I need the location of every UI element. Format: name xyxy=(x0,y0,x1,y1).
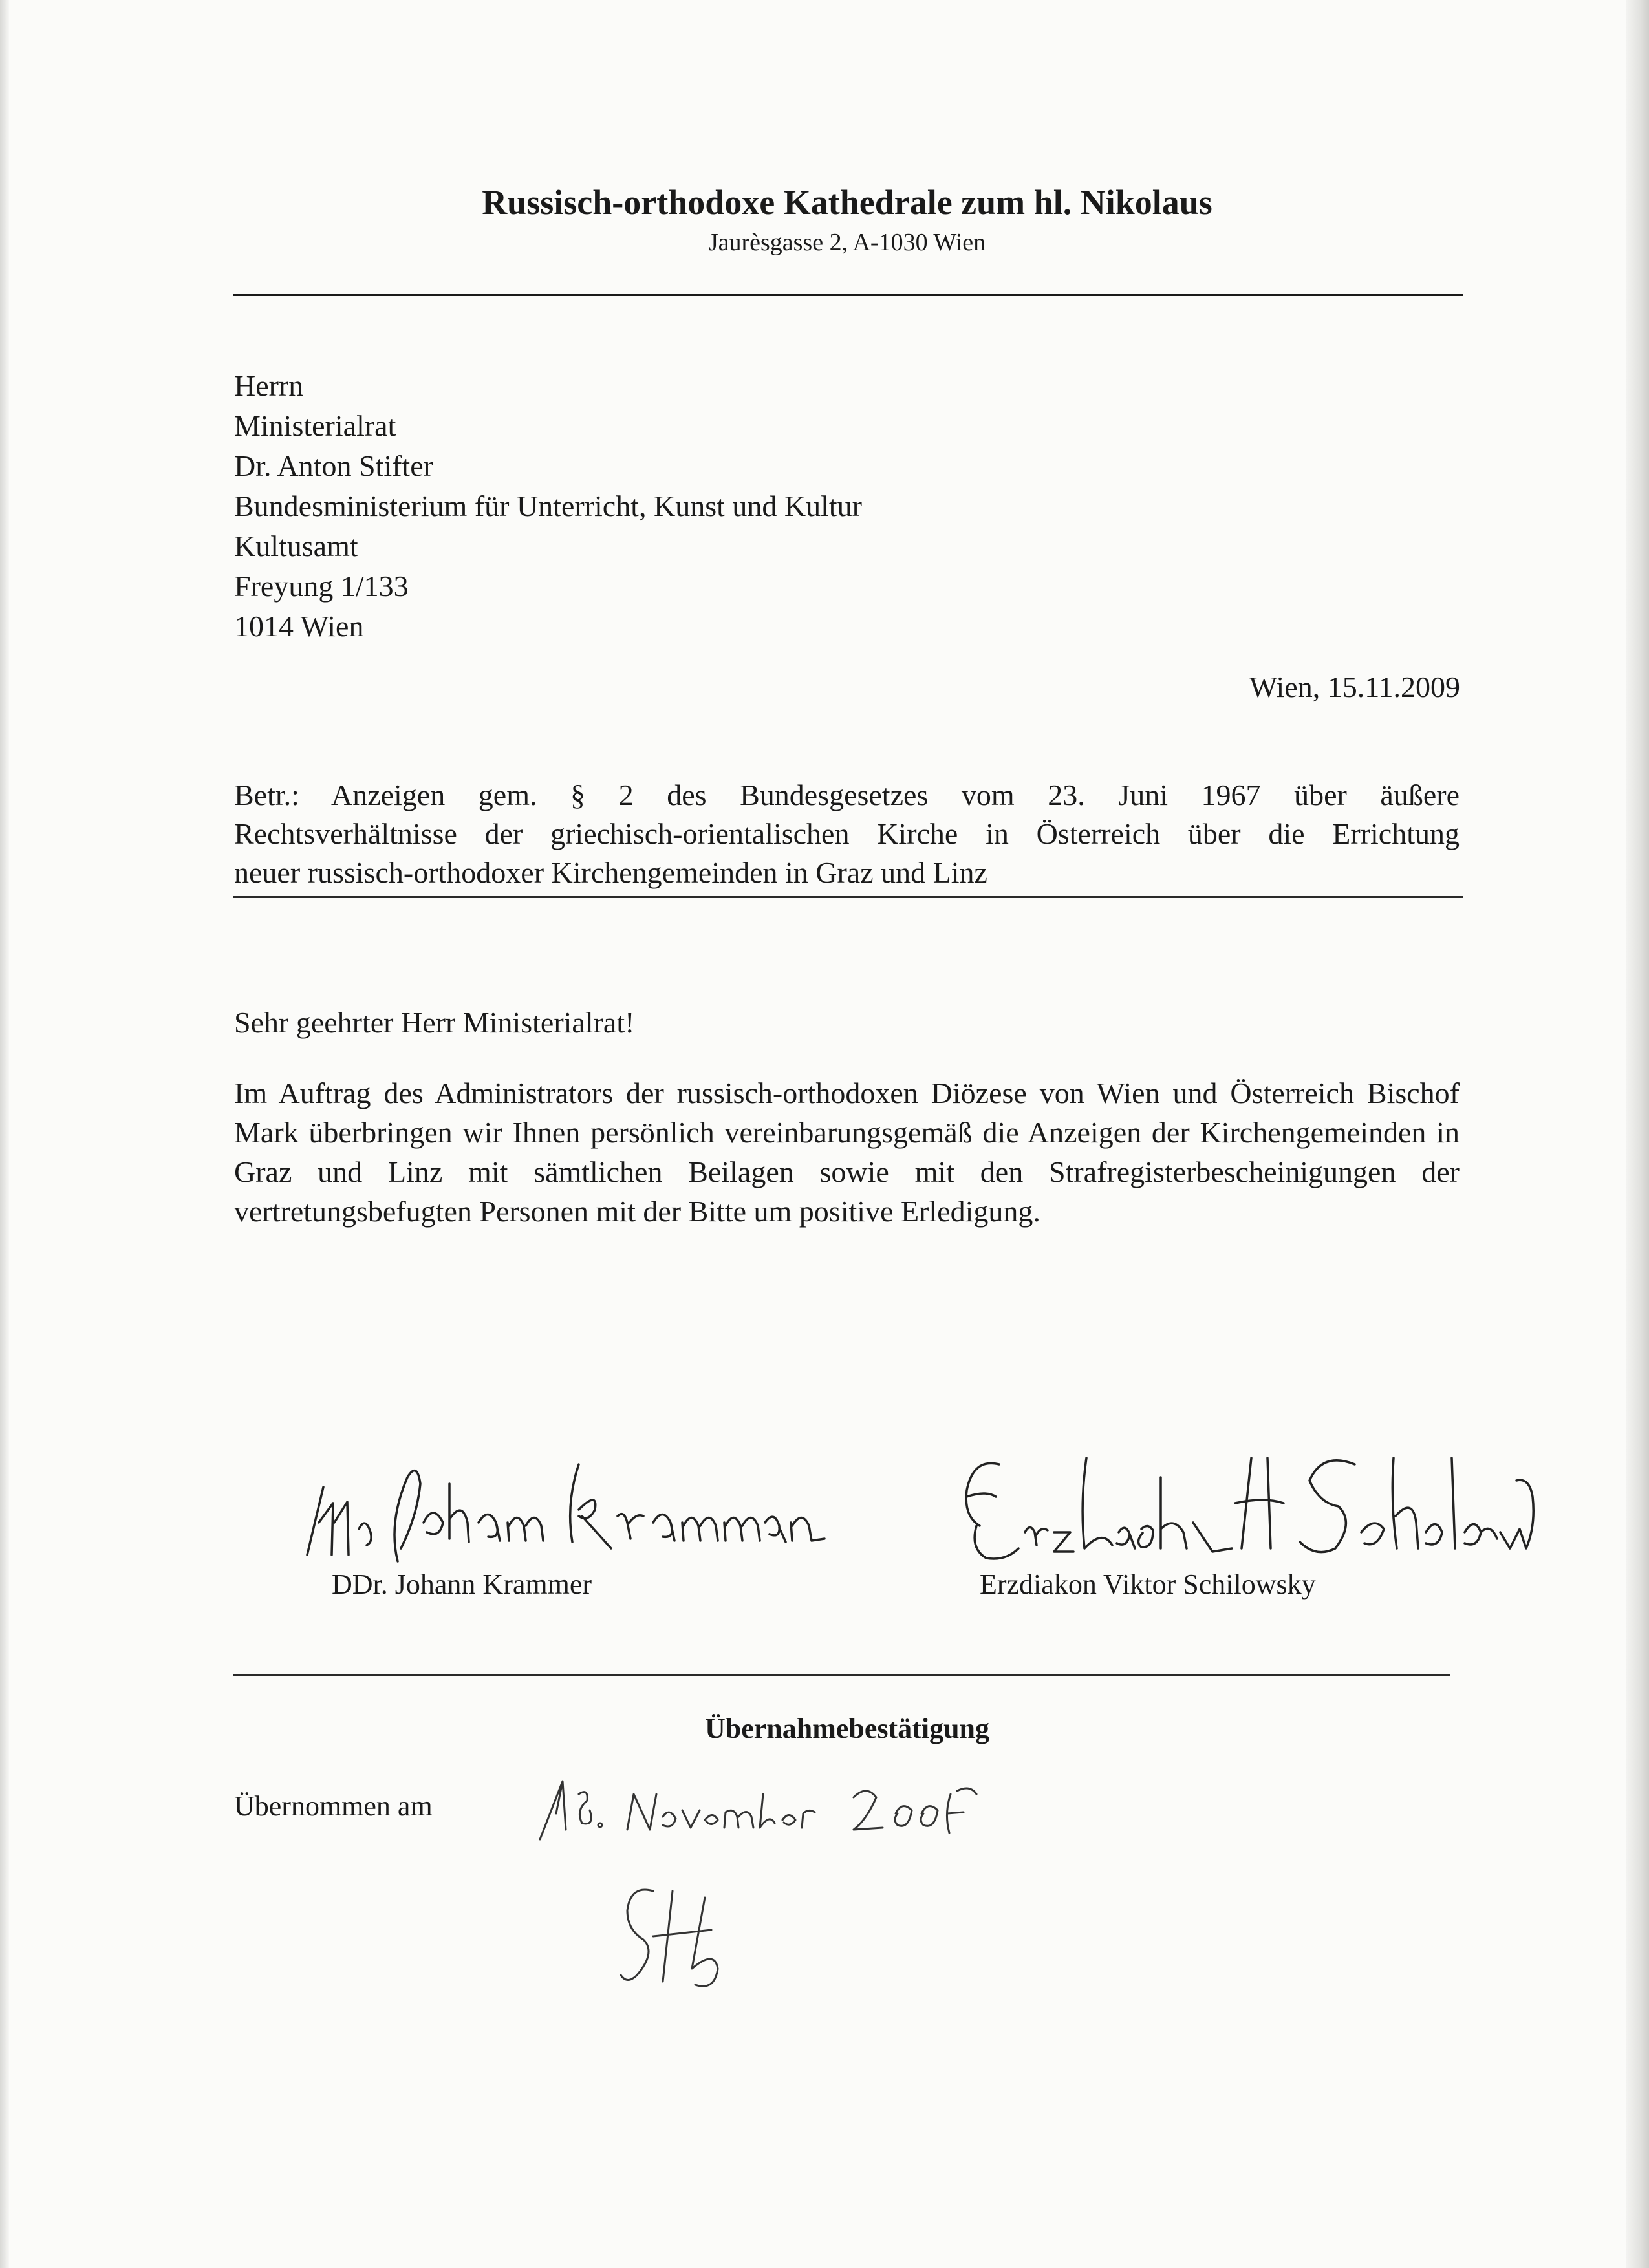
signatory-left-name: DDr. Johann Krammer xyxy=(332,1568,592,1600)
subject-block xyxy=(234,776,1460,892)
subject-underline xyxy=(233,896,1463,898)
letter-date: Wien, 15.11.2009 xyxy=(1249,670,1460,703)
confirmation-divider xyxy=(233,1674,1450,1676)
recipient-line: Herrn xyxy=(234,369,304,402)
scan-edge-right xyxy=(1626,0,1649,2268)
recipient-line: Bundesministerium für Unterricht, Kunst und Kultur xyxy=(234,489,862,522)
received-label: Übernommen am xyxy=(234,1790,433,1822)
scan-edge-left xyxy=(0,0,9,2268)
letterhead-divider xyxy=(233,294,1463,296)
signature-right-handwriting xyxy=(947,1419,1542,1578)
confirmation-heading: Übernahmebestätigung xyxy=(704,1713,990,1744)
recipient-line: Ministerialrat xyxy=(234,409,396,442)
body-paragraph: Im Auftrag des Administrators der russisch-orthodoxen Diözese von Wien und Österreich Bischof Mark überbringen wir Ihnen persönlich vereinbarungsgemäß die Anzeigen der Kirchengemeinden in Graz und Linz mit sämtlichen Beilagen sowie mit den Strafregisterbescheinigungen der vertretungsbefugten Personen mit der Bitte um positive Erledigung. xyxy=(234,1076,1460,1228)
subject-line: Betr.: Anzeigen gem. § 2 des Bundesgesetzes vom 23. Juni 1967 über äußere xyxy=(234,778,1460,811)
letterhead-title: Russisch-orthodoxe Kathedrale zum hl. Nikolaus xyxy=(482,183,1212,222)
recipient-line: 1014 Wien xyxy=(234,610,364,643)
recipient-line: Kultusamt xyxy=(234,530,358,562)
letterhead-address: Jaurèsgasse 2, A-1030 Wien xyxy=(708,229,986,256)
subject-line: neuer russisch-orthodoxer Kirchengemeinden in Graz und Linz xyxy=(234,856,987,889)
recipient-line: Freyung 1/133 xyxy=(234,570,409,603)
signature-left-handwriting xyxy=(294,1426,850,1578)
recipient-address xyxy=(234,366,862,647)
recipient-line: Dr. Anton Stifter xyxy=(234,449,433,482)
handwritten-initials xyxy=(608,1878,750,2011)
subject-line: Rechtsverhältnisse der griechisch-orientalischen Kirche in Österreich über die Errichtung xyxy=(234,817,1460,850)
salutation: Sehr geehrter Herr Ministerialrat! xyxy=(234,1006,635,1039)
handwritten-date xyxy=(530,1768,996,1856)
signatory-right-name: Erzdiakon Viktor Schilowsky xyxy=(980,1568,1316,1600)
